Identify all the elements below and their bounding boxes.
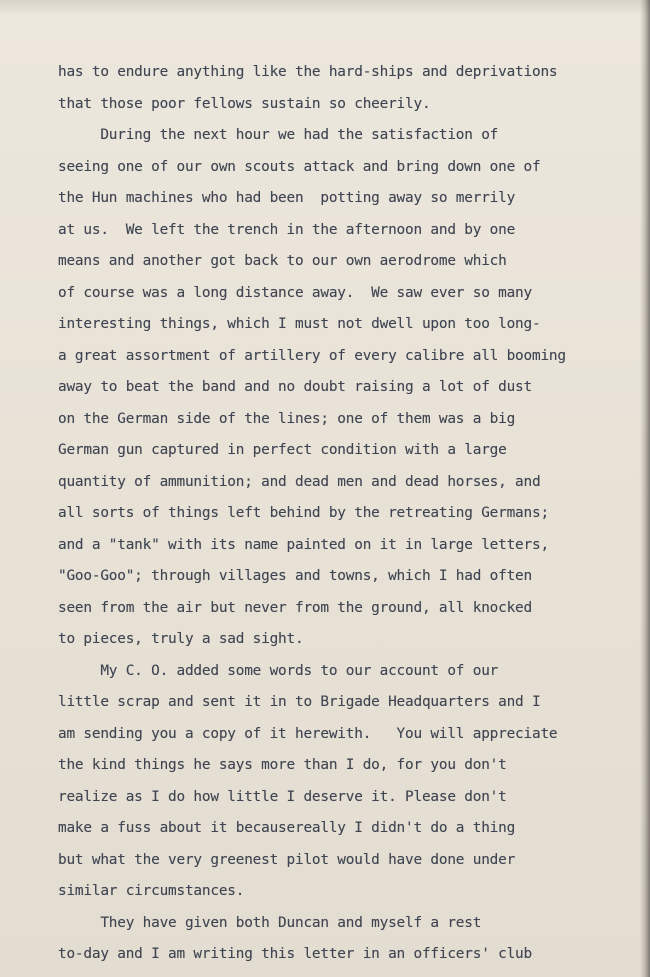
- text-line: seen from the air but never from the ground, all knocked: [58, 599, 532, 616]
- page-right-edge: [640, 0, 650, 977]
- text-line: make a fuss about it becausereally I didn't do a thing: [58, 820, 516, 836]
- text-line: German gun captured in perfect condition with a large: [58, 442, 507, 458]
- text-line: that those poor fellows sustain so cheerily.: [58, 95, 431, 112]
- text-line: am sending you a copy of it herewith. You will appreciate: [58, 725, 558, 742]
- text-line: quantity of ammunition; and dead men and dead horses, and: [58, 473, 541, 490]
- text-line: but what the very greenest pilot would have done under: [58, 851, 516, 868]
- text-line: to-day and I am writing this letter in an officers' club: [58, 946, 532, 962]
- text-line: and a "tank" with its name painted on it in large letters,: [58, 536, 549, 553]
- text-line: "Goo-Goo"; through villages and towns, which I had often: [58, 568, 532, 584]
- text-line: seeing one of our own scouts attack and bring down one of: [58, 158, 541, 175]
- text-line: the Hun machines who had been potting away so merrily: [58, 190, 516, 206]
- text-line: a great assortment of artillery of every calibre all booming: [58, 347, 566, 364]
- text-line: My C. O. added some words to our account of our: [58, 662, 499, 679]
- text-line: interesting things, which I must not dwell upon too long-: [58, 316, 541, 332]
- text-line: has to endure anything like the hard-ships and deprivations: [58, 64, 558, 80]
- text-line: During the next hour we had the satisfaction of: [58, 127, 499, 143]
- text-line: realize as I do how little I deserve it. Please don't: [58, 788, 507, 805]
- text-line: all sorts of things left behind by the retreating Germans;: [58, 505, 549, 521]
- text-line: little scrap and sent it in to Brigade Headquarters and I: [58, 694, 541, 710]
- text-line: similar circumstances.: [58, 883, 245, 899]
- text-line: at us. We left the trench in the afternoon and by one: [58, 221, 516, 238]
- text-line: to pieces, truly a sad sight.: [58, 631, 304, 647]
- page-top-shadow: [0, 0, 650, 14]
- text-line: on the German side of the lines; one of them was a big: [58, 410, 516, 427]
- text-line: They have given both Duncan and myself a rest: [58, 914, 482, 931]
- text-line: means and another got back to our own aerodrome which: [58, 253, 507, 269]
- text-line: of course was a long distance away. We saw ever so many: [58, 284, 532, 301]
- text-line: the kind things he says more than I do, for you don't: [58, 757, 507, 773]
- text-line: away to beat the band and no doubt raising a lot of dust: [58, 379, 532, 395]
